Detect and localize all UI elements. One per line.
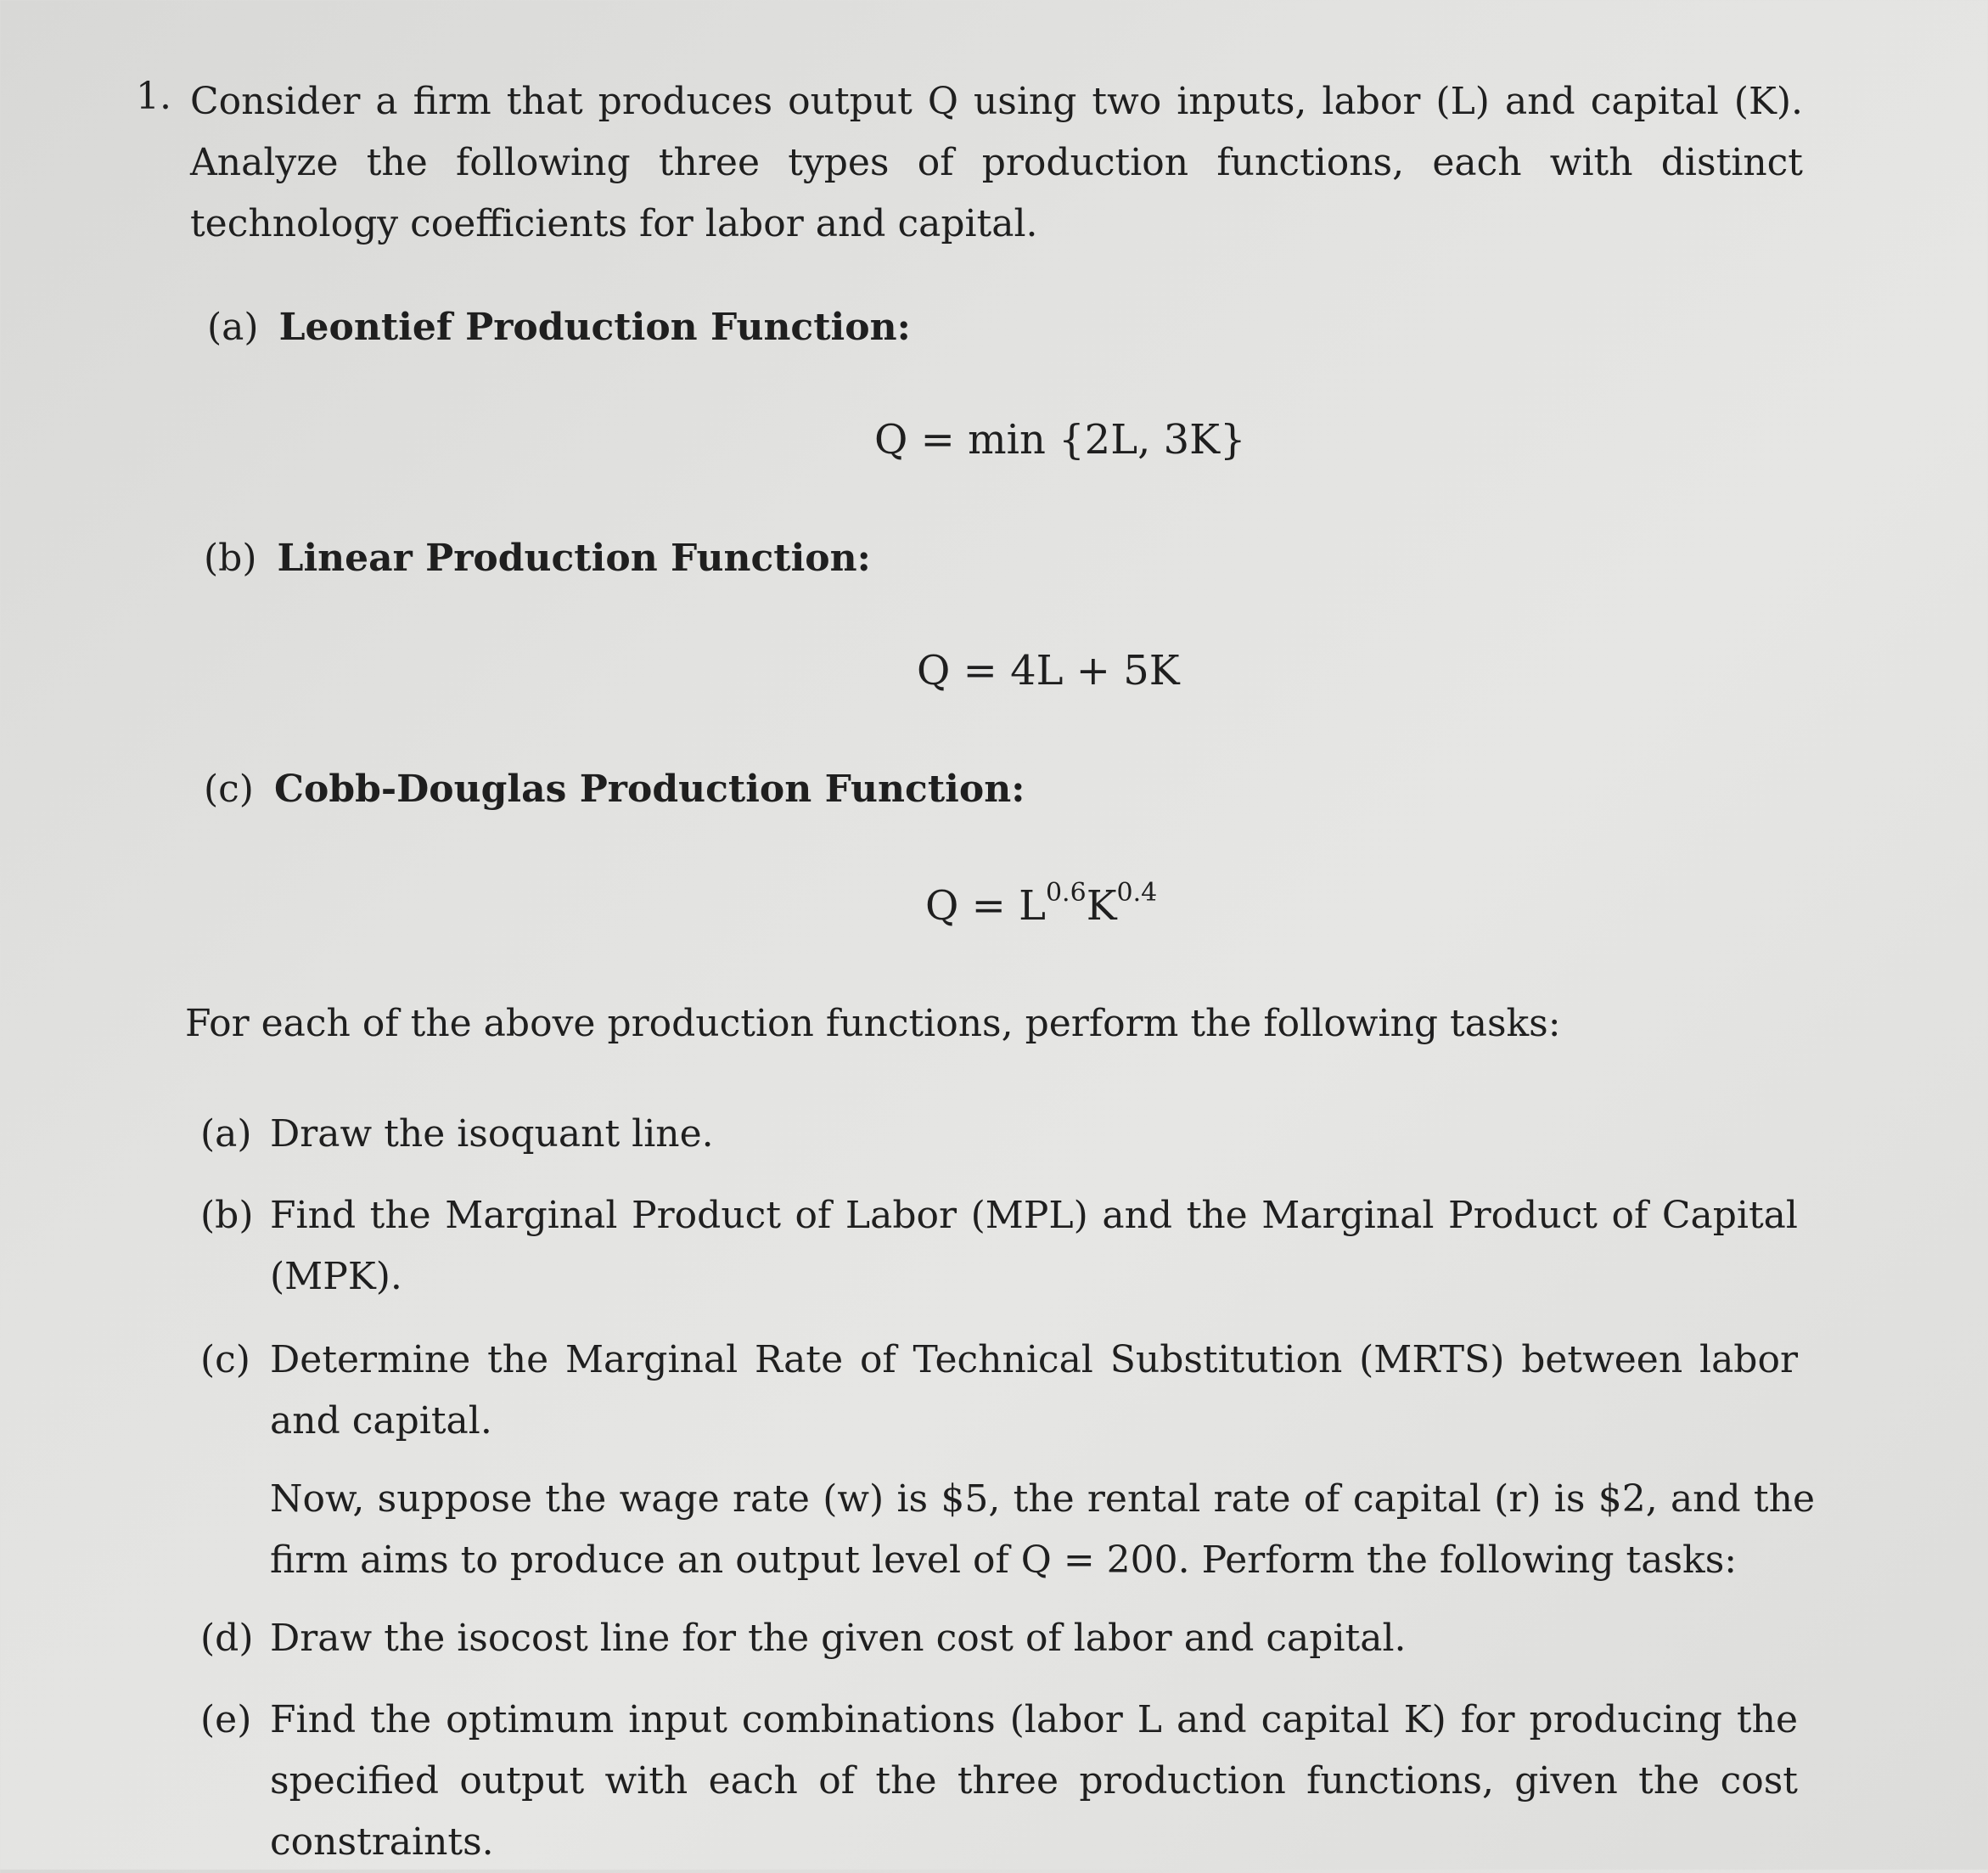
task-c-tag: (c) — [200, 1338, 250, 1381]
leontief-equation: Q = min {2L, 3K} — [874, 416, 1246, 464]
task-c — [200, 1330, 1813, 1452]
function-b-title: Linear Production Function: — [277, 537, 871, 580]
function-b-heading — [204, 537, 871, 580]
function-a-title: Leontief Production Function: — [278, 306, 911, 349]
function-a-tag: (a) — [207, 306, 259, 349]
task-d — [200, 1608, 1813, 1669]
task-b-tag: (b) — [200, 1194, 254, 1237]
tasks-intro: For each of the above production functions, perform the following tasks: — [185, 1002, 1561, 1045]
task-c-text: Determine the Marginal Rate of Technical Substitution (MRTS) between labor and capital. — [270, 1338, 1798, 1443]
task-d-text: Draw the isocost line for the given cost of labor and capital. — [270, 1617, 1407, 1660]
task-d-tag: (d) — [200, 1617, 254, 1660]
task-a-text: Draw the isoquant line. — [270, 1112, 714, 1156]
cd-mid: K — [1086, 882, 1117, 930]
task-a — [200, 1104, 1813, 1165]
function-c-title: Cobb-Douglas Production Function: — [273, 768, 1025, 811]
problem-number: 1. — [136, 75, 171, 118]
task-e-tag: (e) — [200, 1698, 252, 1741]
cd-exp-labor: 0.6 — [1045, 878, 1087, 908]
function-b-tag: (b) — [204, 537, 257, 580]
function-a-heading — [207, 306, 911, 349]
cobb-douglas-equation — [925, 878, 1157, 930]
cd-exp-capital: 0.4 — [1116, 878, 1158, 908]
function-c-heading — [204, 768, 1025, 811]
task-b-text: Find the Marginal Product of Labor (MPL) and the Marginal Product of Capital (MPK). — [270, 1194, 1798, 1298]
function-c-tag: (c) — [204, 768, 254, 811]
task-a-tag: (a) — [200, 1112, 252, 1156]
task-b — [200, 1185, 1813, 1308]
problem-intro: Consider a firm that produces output Q using two inputs, labor (L) and capital (K). Analyze the following three types of production functions, each with distinct technology coefficients for labor and capital. — [190, 80, 1803, 245]
linear-equation: Q = 4L + 5K — [917, 647, 1180, 695]
task-e-text: Find the optimum input combinations (labor L and capital K) for producing the specified output with each of the three production functions, given the cost constraints. — [270, 1698, 1798, 1864]
task-e — [200, 1690, 1813, 1864]
cd-base: Q = L — [925, 882, 1046, 930]
cost-assumption-note: Now, suppose the wage rate (w) is $5, the rental rate of capital (r) is $2, and the firm aims to produce an output level of Q = 200. Perform the following tasks: — [270, 1477, 1815, 1582]
